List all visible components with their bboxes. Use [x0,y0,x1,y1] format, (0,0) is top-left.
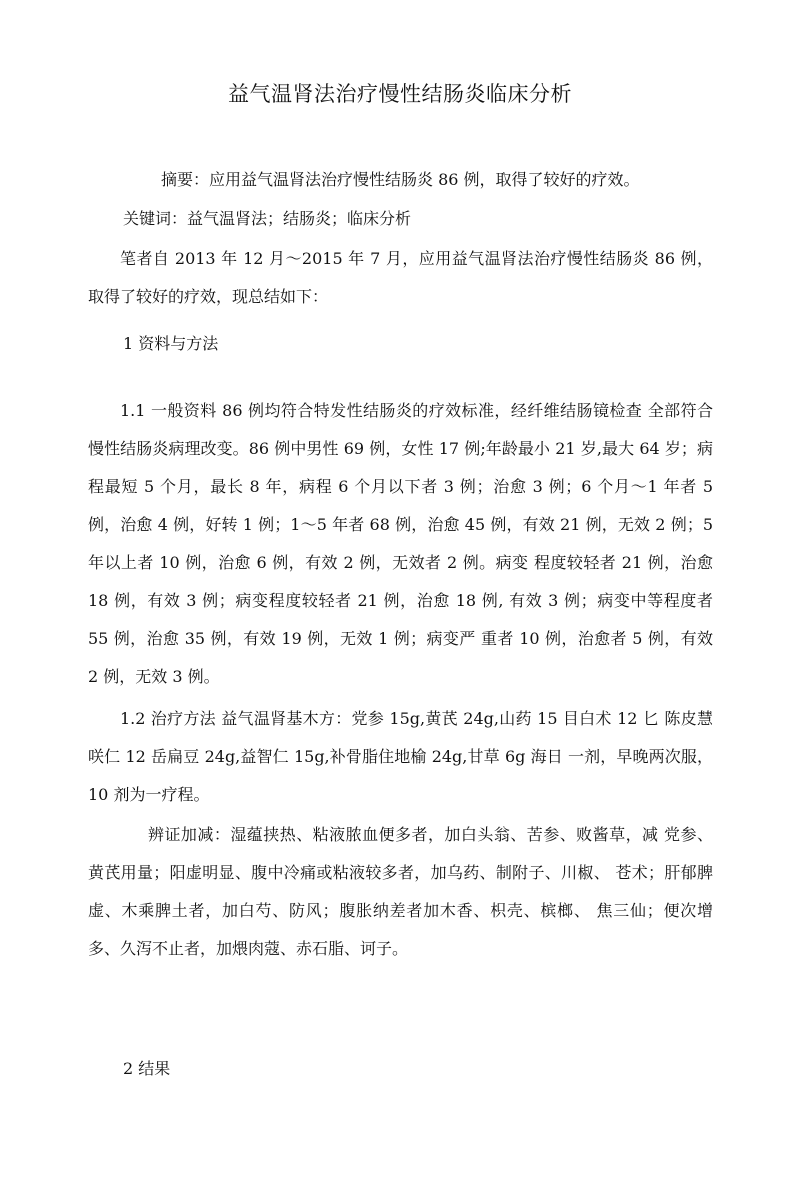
abstract: 摘要：应用益气温肾法治疗慢性结肠炎 86 例，取得了较好的疗效。 [161,170,640,189]
intro-paragraph: 笔者自 2013 年 12 月～2015 年 7 月，应用益气温肾法治疗慢性结肠炎 86 例，取得了较好的疗效，现总结如下： [88,249,713,306]
section-1-2-paragraph: 1.2 治疗方法 益气温肾基木方：党参 15g,黄芪 24g,山药 15 目白术 12 匕 陈皮慧 咲仁 12 岳扁豆 24g,益智仁 15g,补骨脂住地榆 24g,甘草 6g 海日 一剂，早晚两次服，10 剂为一疗程。 [88,709,713,804]
document-title: 益气温肾法治疗慢性结肠炎临床分析 [228,82,572,106]
section-1-heading: 1 资料与方法 [123,334,219,353]
keywords: 关键词：益气温肾法；结肠炎；临床分析 [123,209,412,228]
section-1-1-paragraph: 1.1 一般资料 86 例均符合特发性结肠炎的疗效标准，经纤维结肠镜检查 全部符合慢性结肠炎病理改变。86 例中男性 69 例，女性 17 例;年龄最小 21 岁,最大 64 岁；病程最短 5 个月，最长 8 年，病程 6 个月以下者 3 例；治愈 3 例；6 个月～1 年者 5 例，治愈 4 例，好转 1 例；1～5 年者 68 例，治愈 45 例，有效 21 例，无效 2 例；5 年以上者 10 例，治愈 6 例，有效 2 例，无效者 2 例。病变 程度较轻者 21 例，治愈 18 例，有效 3 例；病变程度较轻者 21 例，治愈 18 例, 有效 3 例；病变中等程度者 55 例，治愈 35 例，有效 19 例，无效 1 例；病变严 重者 10 例，治愈者 5 例，有效 2 例，无效 3 例。 [88,401,713,686]
section-1-2-additions-paragraph: 辨证加减：湿蕴挟热、粘液脓血便多者，加白头翁、苦参、败酱草，减 党参、黄芪用量；阳虚明显、腹中冷痛或粘液较多者，加乌药、制附子、川椒、 苍术；肝郁脾虚、木乘脾土者，加白芍、防风；腹胀纳差者加木香、枳壳、槟榔、 焦三仙；便次增多、久泻不止者，加煨肉蔻、赤石脂、诃子。 [88,825,713,958]
section-2-heading: 2 结果 [123,1059,171,1078]
